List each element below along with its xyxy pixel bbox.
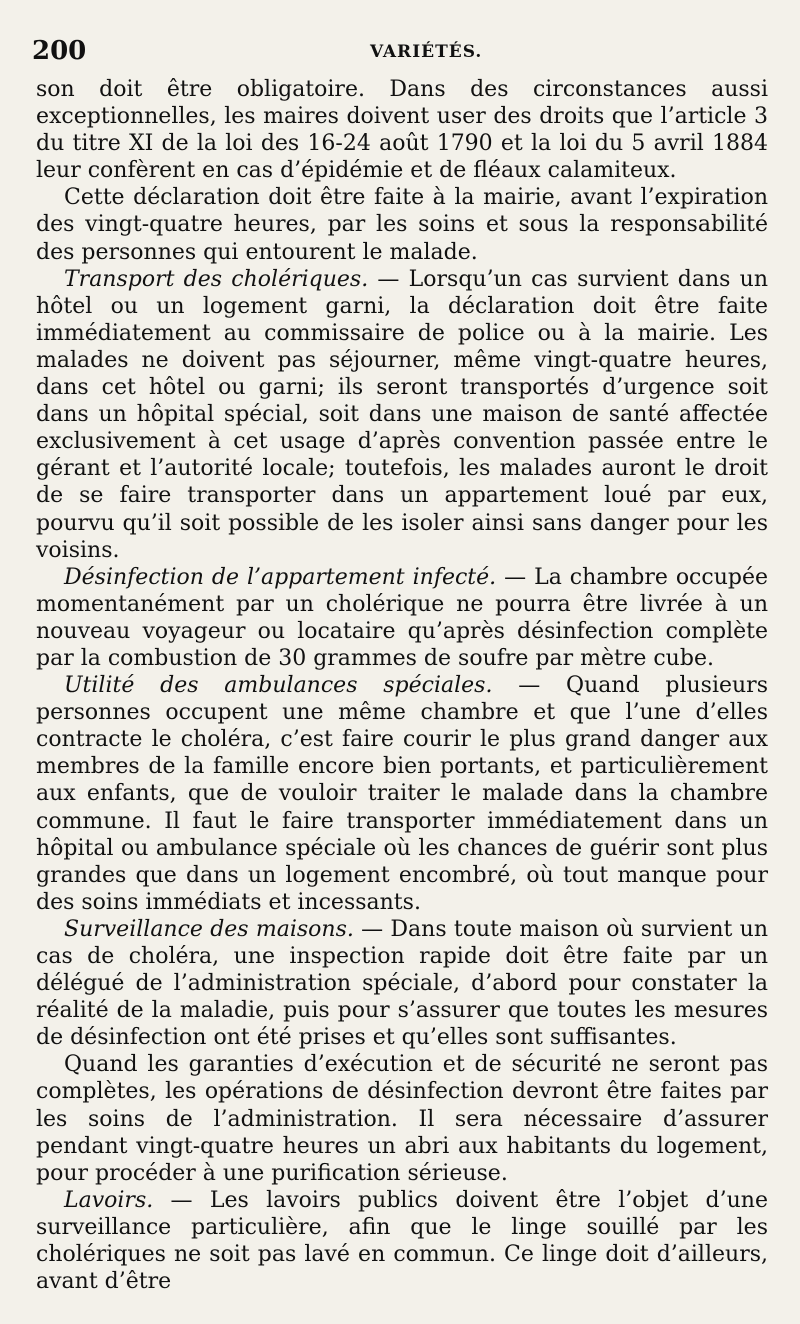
section-rubric: Désinfection de l’appartement infecté. [64,564,497,590]
section-rubric: Utilité des ambulances spéciales. [64,673,493,699]
paragraph-declaration: Cette déclaration doit être faite à la mairie, avant l’expiration des vingt-quatre heures, par les soins et sous la responsabilité des personnes qui entourent le malade. [36,185,768,265]
body-text [36,76,768,1295]
page-number: 200 [32,36,87,66]
paragraph-lavoirs: Lavoirs. — Les lavoirs publics doivent être l’objet d’une surveillance particulière, afin que le linge souillé par les cholériques ne soit pas lavé en commun. Ce linge doit d’ailleurs, avant d’être [36,1187,768,1295]
paragraph-disinfection: Désinfection de l’appartement infecté. — La chambre occupée momentanément par un cholérique ne pourra être livrée à un nouveau voyageur ou locataire qu’après désinfection complète par la combustion de 30 grammes de soufre par mètre cube. [36,564,768,671]
paragraph-transport: Transport des cholériques. — Lorsqu’un cas survient dans un hôtel ou un logement garni, la déclaration doit être faite immédiatement au commissaire de police ou à la mairie. Les malades ne doivent pas séjourner, même vingt-quatre heures, dans cet hôtel ou garni; ils seront transportés d’urgence soit dans un hôpital spécial, soit dans une maison de santé affectée exclusivement à cet usage d’après convention passée entre le gérant et l’autorité locale; toutefois, les malades auront le droit de se faire transporter dans un appartement loué par eux, pourvu qu’il soit possible de les isoler ainsi sans danger pour les voisins. [36,266,768,563]
section-rubric: Lavoirs. [64,1187,154,1213]
paragraph-guarantees: Quand les garanties d’exécution et de sécurité ne seront pas complètes, les opérations de désinfection devront être faites par les soins de l’administration. Il sera nécessaire d’assurer pendant vingt-quatre heures un abri aux habitants du logement, pour procéder à une purification sérieuse. [36,1052,768,1186]
section-rubric: Transport des cholériques. [64,266,369,292]
section-rubric: Surveillance des maisons. [64,916,354,942]
page-header [28,36,768,76]
paragraph-obligation: son doit être obligatoire. Dans des circonstances aussi exceptionnelles, les maires doivent user des droits que l’article 3 du titre XI de la loi des 16-24 août 1790 et la loi du 5 avril 1884 leur confèrent en cas d’épidémie et de fléaux calamiteux. [36,77,768,184]
paragraph-surveillance: Surveillance des maisons. — Dans toute maison où survient un cas de choléra, une inspection rapide doit être faite par un délégué de l’administration spéciale, d’abord pour constater la réalité de la maladie, puis pour s’assurer que toutes les mesures de désinfection ont été prises et qu’elles sont suffisantes. [36,916,768,1051]
paragraph-ambulances: Utilité des ambulances spéciales. — Quand plusieurs personnes occupent une même chambre et que l’une d’elles contracte le choléra, c’est faire courir le plus grand danger aux membres de la famille encore bien portants, et particulièrement aux enfants, que de vouloir traiter le malade dans la chambre commune. Il faut le faire transporter immédiatement dans un hôpital ou ambulance spéciale où les chances de guérir sont plus grandes que dans un logement encombré, où tout manque pour des soins immédiats et incessants. [36,673,768,915]
running-title: VARIÉTÉS. [370,42,483,62]
